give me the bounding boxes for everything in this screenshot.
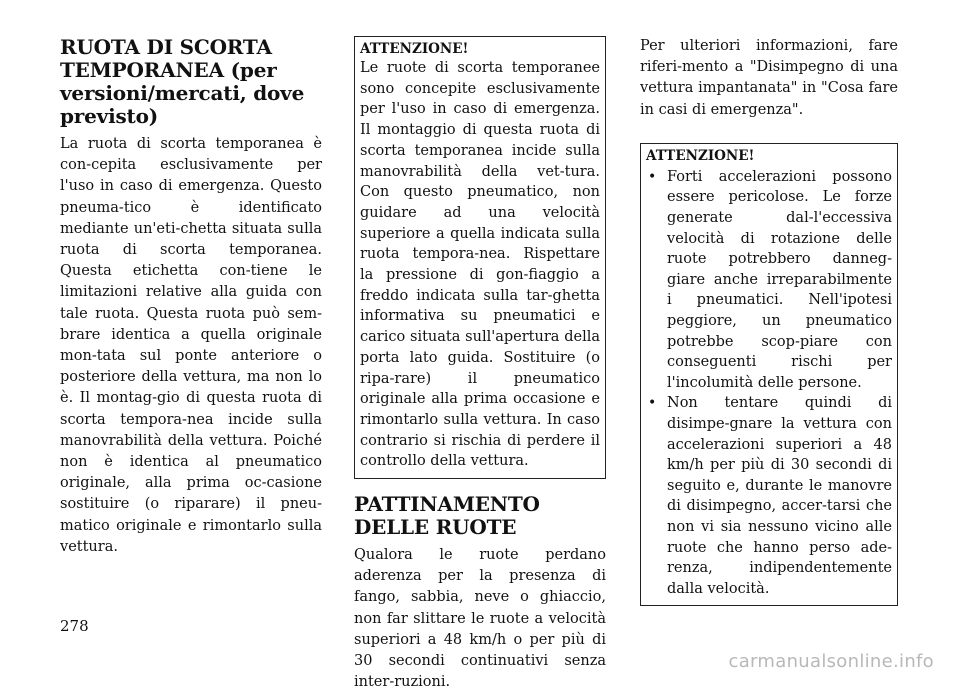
watermark: carmanualsonline.info (728, 651, 934, 672)
warning-box-spare-wheel (354, 36, 606, 479)
column-left (60, 36, 322, 558)
column-right (640, 36, 898, 606)
section-body-wheel-spin: Qualora le ruote perdano aderenza per la presenza di fango, sabbia, neve o ghiaccio, non far slittare le ruote a velocità superiori a 48 km/h o per più di 30 secondi continuativi senza inter-ruzioni. (354, 547, 606, 691)
more-info-text: Per ulteriori informazioni, fare riferi-mento a "Disimpegno di una vettura impantanata" in "Cosa fare in casi di emergenza". (640, 38, 898, 118)
bullet-icon: • (648, 168, 657, 185)
column-middle (354, 36, 606, 693)
section-title-wheel-spin: PATTINAMENTO DELLE RUOTE (354, 492, 540, 540)
bullet-icon: • (648, 395, 657, 412)
section-body-spare-wheel: La ruota di scorta temporanea è con-cepita esclusivamente per l'uso in caso di emergenza. Questo pneuma-tico è identificato mediante un'eti-chetta situata sulla ruota di scorta temporanea. Questa etichetta con-tiene le limitazioni relative alla guida con tale ruota. Questa ruota può sem-brare identica a quella originale mon-tata sul ponte anteriore o posteriore della vettura, ma non lo è. Il montag-gio di questa ruota di scorta tempora-nea incide sulla manovrabilità della vettura. Poiché non è identica al pneumatico originale, alla prima oc-casione sostituire (o riparare) il pneu-matico originale e rimontarlo sulla vettura. (60, 136, 322, 555)
warning-list (646, 167, 892, 599)
warning-title: ATTENZIONE! (646, 147, 755, 164)
warning-item-text: Non tentare quindi di disimpe-gnare la vettura con accelerazioni superiori a 48 km/h per più di 30 secondi di seguito e, durante le manovre di disimpegno, accer-tarsi che non vi sia nessuno vicino alle ruote che hanno perso ade-renza, indipendentemente dalla velocità. (667, 395, 892, 597)
warning-text: Le ruote di scorta temporanee sono concepite esclusivamente per l'uso in caso di emergenza. Il montaggio di questa ruota di scorta temporanea incide sulla manovrabilità della vet-tura. Con questo pneumatico, non guidare ad una velocità superiore a quella indicata sulla ruota tempora-nea. Rispettare la pressione di gon-fiaggio a freddo indicata sulla tar-ghetta informativa su pneumatici e carico situata sull'apertura della porta lato guida. Sostituire (o ripa-rare) il pneumatico originale alla prima occasione e rimontarlo sulla vettura. In caso contrario si rischia di perdere il controllo della vettura. (360, 60, 600, 470)
section-title-spare-wheel: RUOTA DI SCORTA TEMPORANEA (per versioni/mercati, dove previsto) (60, 35, 305, 128)
warning-list-item (646, 393, 892, 599)
warning-list-item (646, 167, 892, 394)
warning-title: ATTENZIONE! (360, 41, 469, 57)
page-number: 278 (60, 617, 89, 635)
warning-item-text: Forti accelerazioni possono essere pericolose. Le forze generate dal-l'eccessiva velocità di rotazione delle ruote potrebbero danneg-giare anche irreparabilmente i pneumatici. Nell'ipotesi peggiore, un pneumatico potrebbe scop-piare con conseguenti rischi per l'incolumità delle persone. (667, 168, 892, 391)
warning-box-wheel-spin (640, 143, 898, 606)
